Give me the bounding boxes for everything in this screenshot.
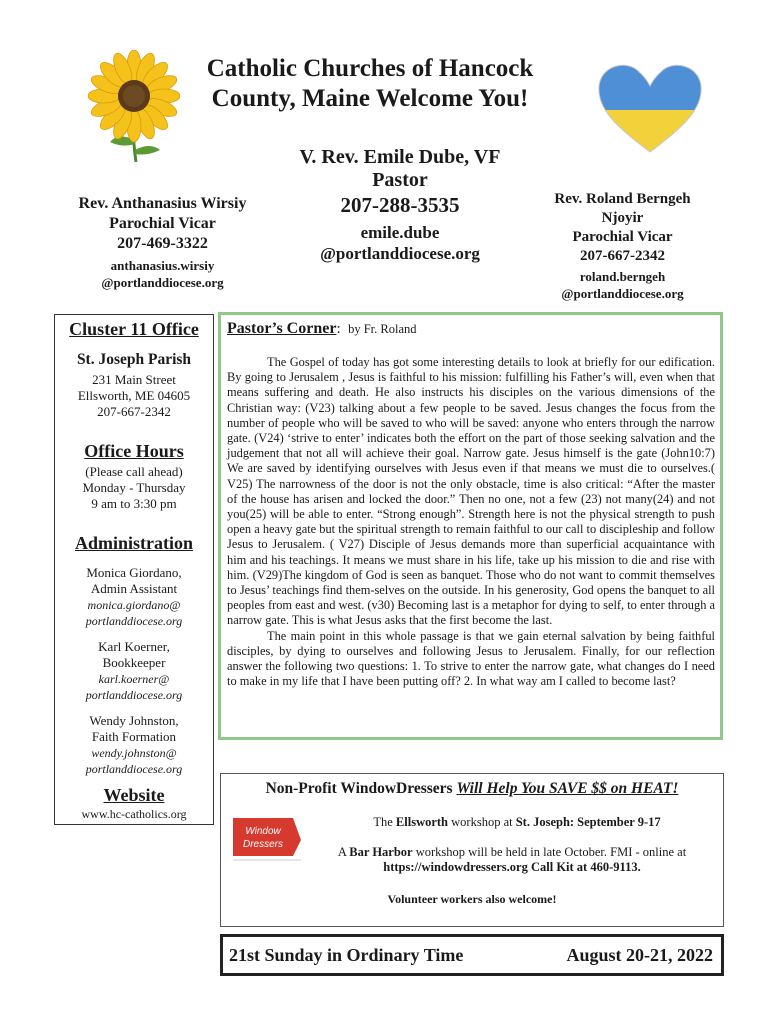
pastors-corner-colon: : (336, 321, 341, 337)
sunflower-icon (88, 50, 180, 162)
pastor-email-2: @portlanddiocese.org (320, 244, 480, 263)
windowdressers-title (221, 780, 723, 798)
staff-title: Bookkeeper (102, 655, 166, 670)
vicar-left-name: Rev. Anthanasius Wirsiy (78, 195, 247, 212)
office-sidebar (54, 314, 214, 825)
pastors-corner-header (227, 320, 417, 338)
website-link[interactable]: www.hc-catholics.org (81, 807, 187, 821)
website-heading: Website (103, 785, 165, 805)
pastors-corner-body (227, 355, 715, 689)
windowdressers-title-plain: Non-Profit WindowDressers (265, 780, 457, 797)
pastor-email-1: emile.dube (360, 223, 440, 242)
bulletin-date: August 20-21, 2022 (566, 945, 713, 965)
pastor-phone: 207-288-3535 (340, 193, 460, 217)
vicar-right-contact (530, 190, 715, 302)
logo-text-2: Dressers (242, 839, 284, 850)
staff-email-2[interactable]: portlanddiocese.org (85, 614, 183, 628)
staff-title: Faith Formation (91, 729, 177, 744)
address-line-2: Ellsworth, ME 04605 (77, 388, 191, 403)
volunteer-line: Volunteer workers also welcome! (387, 892, 557, 906)
pastors-corner (218, 312, 723, 740)
staff-entry (55, 713, 213, 777)
pastor-contact (270, 146, 530, 264)
liturgy-footer (220, 934, 724, 976)
staff-email-2[interactable]: portlanddiocese.org (85, 688, 183, 702)
windowdressers-logo (229, 814, 305, 864)
staff-name: Karl Koerner, (98, 639, 170, 654)
pastors-corner-heading: Pastor’s Corner (227, 320, 337, 337)
pastors-corner-byline: by Fr. Roland (348, 322, 417, 336)
office-hours-heading: Office Hours (84, 441, 184, 461)
hours-time: 9 am to 3:30 pm (91, 496, 177, 511)
staff-email-2[interactable]: portlanddiocese.org (85, 762, 183, 776)
vicar-left-email-2: @portlanddiocese.org (101, 275, 224, 290)
vicar-right-email-2: @portlanddiocese.org (561, 286, 684, 301)
hours-days: Monday - Thursday (82, 480, 186, 495)
liturgical-day: 21st Sunday in Ordinary Time (229, 945, 464, 965)
title-line-1: Catholic Churches of Hancock (206, 55, 534, 82)
vicar-right-name-2: Njoyir (601, 210, 644, 226)
windowdressers-title-highlight: Will Help You SAVE $$ on HEAT! (456, 780, 679, 797)
logo-text-1: Window (245, 826, 281, 837)
staff-entry (55, 639, 213, 703)
staff-title: Admin Assistant (90, 581, 178, 596)
title-line-2: County, Maine Welcome You! (211, 85, 529, 112)
administration-heading: Administration (74, 533, 193, 553)
workshop-line-1: The Ellsworth workshop at St. Joseph: September 9-17 (373, 815, 661, 829)
ukraine-heart-icon (595, 58, 705, 156)
page-title (170, 54, 570, 114)
office-heading: Cluster 11 Office (69, 319, 199, 339)
staff-entry (55, 565, 213, 629)
address-line-1: 231 Main Street (92, 372, 176, 387)
parish-name: St. Joseph Parish (76, 351, 192, 368)
vicar-right-email-1: roland.berngeh (579, 269, 666, 284)
staff-name: Monica Giordano, (86, 565, 182, 580)
pastor-name: V. Rev. Emile Dube, VF (299, 146, 501, 168)
staff-name: Wendy Johnston, (89, 713, 179, 728)
office-phone: 207-667-2342 (97, 404, 171, 419)
vicar-right-role: Parochial Vicar (572, 229, 673, 245)
staff-email-1[interactable]: karl.koerner@ (98, 672, 170, 686)
paragraph: The Gospel of today has got some interesting details to look at briefly for our edification. By going to Jerusalem , Jesus is faithful to his mission: fulfilling his Father’s will, even when that means suffering and death. He also instructs his disciples on the various dimensions of the Christian way: (V23) talking about a few people to be saved. Jesus changes the focus from the number of people who will be saved to who will be saved: anyone who enters through the narrow gate. (V24) ‘strive to enter’ indicates both the effort on the part of those seeking salvation and the judgement that not all will achieve their goal. Narrow gate. Jesus himself is the gate (John10:7) We are saved by identifying ourselves with Jesus even if that means we must die to ourselves.( V25) The narrowness of the door is not the only obstacle, time is also critical: “After the master of the house has arisen and locked the door.” Then no one, not a few (23) not many(24) and not you(25) will be able to enter. “Strong enough”. Strength here is not the physical strength to push open a heavy gate but the spiritual strength to remain faithful to our call to discipleship and follow Jesus to Jerusalem. ( V27) Disciple of Jesus demands more than superficial acquaintance with him and his teachings. It means we must share in his life, take up his mission to die and rise with him. (V29)The kingdom of God is seen as banquet. Those who do not want to commit themselves to Jesus’ teachings find them-selves on the outside. In his generosity, God opens the banquet to all peoples from east and west. (v30) Becoming last is a metaphor for dying to self, to enter through a narrow gate. This is what Jesus asks that the first become the last. (227, 355, 715, 628)
paragraph: The main point in this whole passage is that we gain eternal salvation by being faithful disciples, by dying to ourselves and following Jesus to Jerusalem. Finally, for our reflection answer the following two questions: 1. To strive to enter the narrow gate, what changes do I need to make in my life that I have been putting off? 2. In what way am I called to become last? (227, 628, 715, 689)
workshop-link-line[interactable]: https://windowdressers.org Call Kit at 460-9113. (383, 860, 641, 874)
workshop-line-2: A Bar Harbor workshop will be held in late October. FMI - online at (337, 845, 687, 859)
vicar-right-name-1: Rev. Roland Berngeh (554, 191, 691, 207)
vicar-right-phone: 207-667-2342 (580, 248, 665, 264)
staff-email-1[interactable]: wendy.johnston@ (91, 746, 177, 760)
hours-note: (Please call ahead) (85, 464, 183, 479)
pastor-role: Pastor (372, 169, 428, 191)
vicar-left-role: Parochial Vicar (109, 215, 216, 232)
staff-email-1[interactable]: monica.giordano@ (87, 598, 181, 612)
vicar-left-email-1: anthanasius.wirsiy (110, 258, 215, 273)
vicar-left-contact (50, 194, 275, 291)
vicar-left-phone: 207-469-3322 (117, 235, 208, 252)
windowdressers-box (220, 773, 724, 927)
